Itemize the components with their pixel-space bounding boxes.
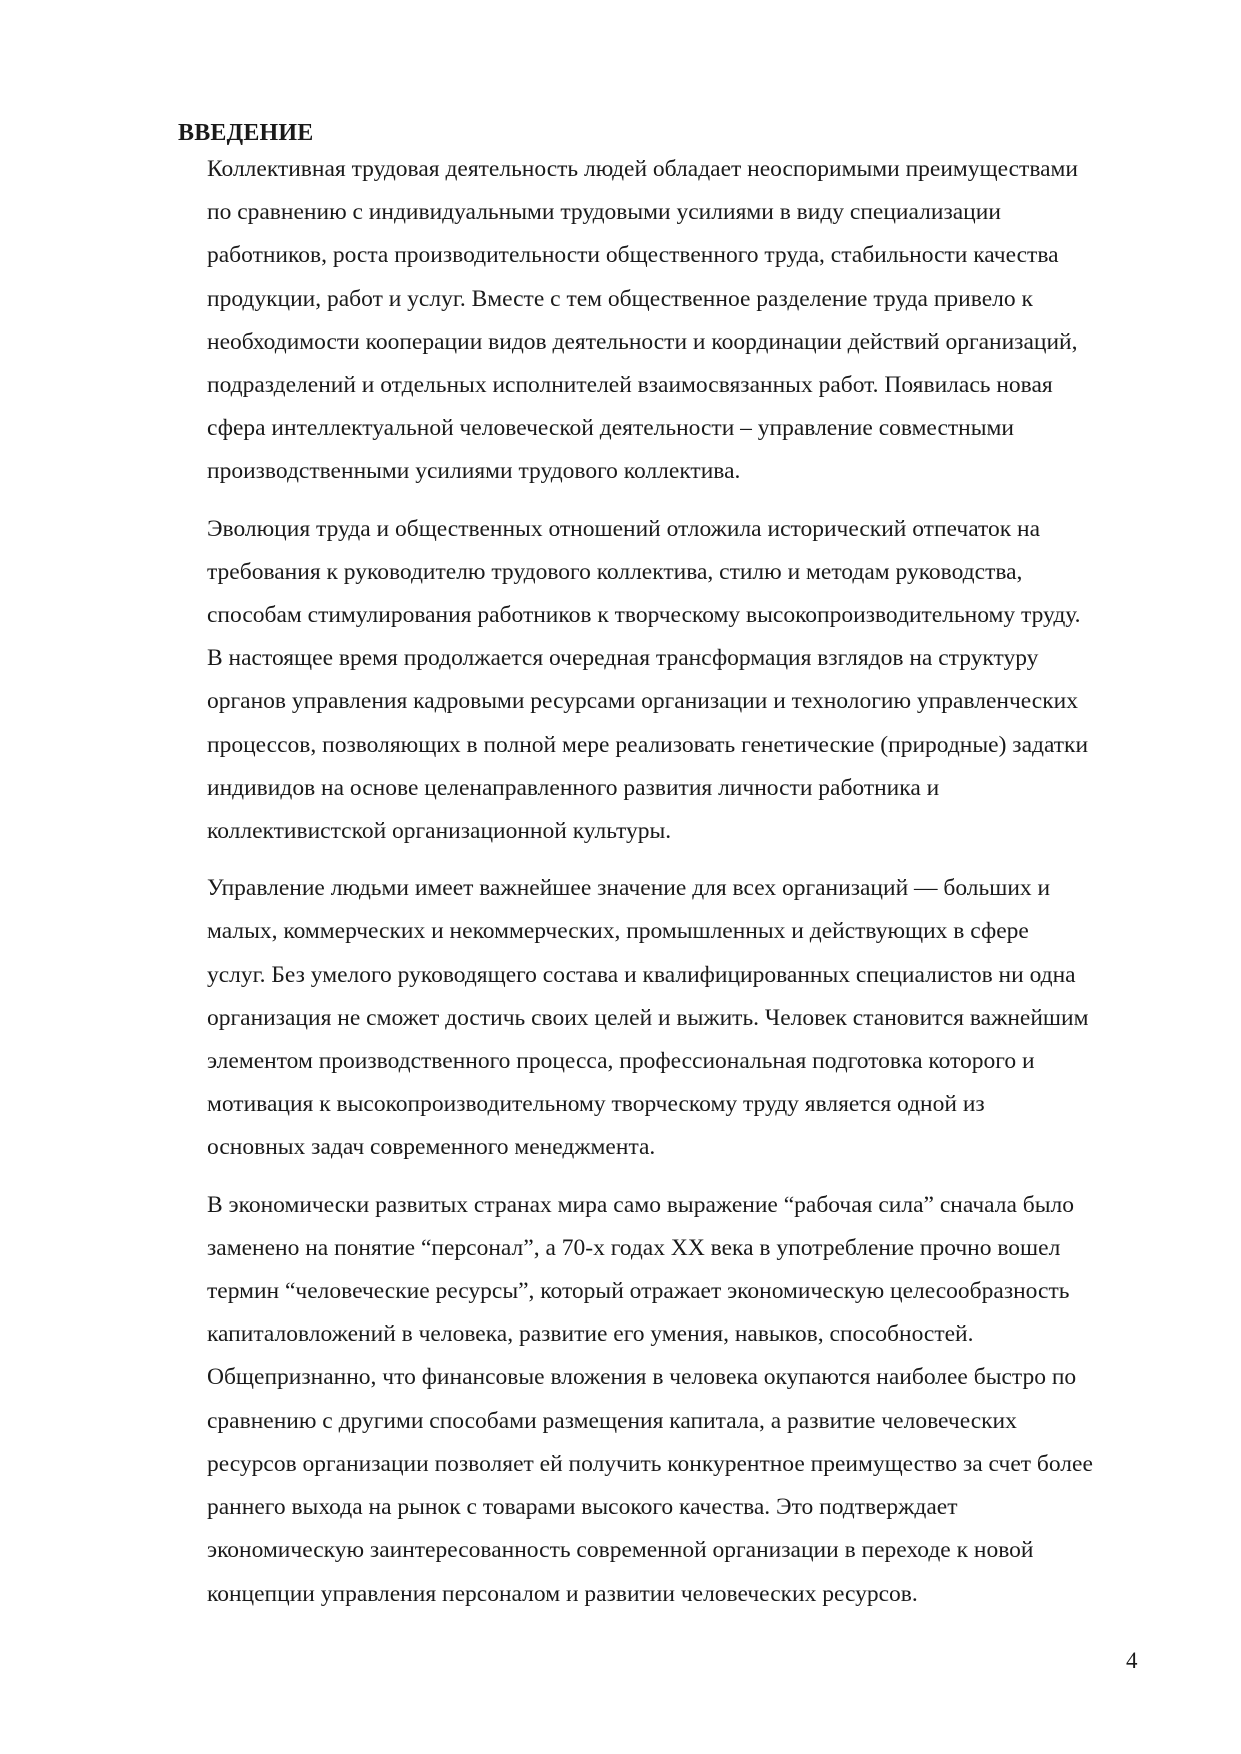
text-line: мотивация к высокопроизводительному творческому труду является одной из — [207, 1091, 985, 1118]
text-line: элементом производственного процесса, профессиональная подготовка которого и — [207, 1048, 1035, 1075]
text-line: раннего выхода на рынок с товарами высокого качества. Это подтверждает — [207, 1494, 958, 1521]
text-line: требования к руководителю трудового коллектива, стилю и методам руководства, — [207, 558, 1023, 585]
text-line: производственными усилиями трудового коллектива. — [207, 458, 741, 485]
paragraph-3 — [207, 867, 1207, 1169]
text-line: подразделений и отдельных исполнителей взаимосвязанных работ. Появилась новая — [207, 372, 1053, 399]
body-text — [207, 148, 1207, 1630]
text-line: В экономически развитых странах мира само выражение “рабочая сила” сначала было — [207, 1191, 1075, 1218]
text-line: необходимости кооперации видов деятельности и координации действий организаций, — [207, 328, 1078, 355]
text-line: Управление людьми имеет важнейшее значение для всех организаций — больших и — [207, 875, 1051, 902]
text-line: работников, роста производительности общественного труда, стабильности качества — [207, 242, 1059, 269]
paragraph-1 — [207, 148, 1207, 494]
text-line: сфера интеллектуальной человеческой деятельности – управление совместными — [207, 415, 1014, 442]
text-line: термин “человеческие ресурсы”, который отражает экономическую целесообразность — [207, 1278, 1070, 1305]
text-line: способам стимулирования работников к творческому высокопроизводительному труду. — [207, 602, 1081, 629]
text-line: экономическую заинтересованность современной организации в переходе к новой — [207, 1537, 1034, 1564]
text-line: индивидов на основе целенаправленного развития личности работника и — [207, 774, 940, 801]
text-line: Общепризнанно, что финансовые вложения в человека окупаются наиболее быстро по — [207, 1364, 1077, 1391]
text-line: ресурсов организации позволяет ей получить конкурентное преимущество за счет более — [207, 1450, 1093, 1477]
text-line: сравнению с другими способами размещения капитала, а развитие человеческих — [207, 1407, 1017, 1434]
text-line: организация не сможет достичь своих целей и выжить. Человек становится важнейшим — [207, 1004, 1089, 1031]
text-line: коллективистской организационной культуры. — [207, 818, 672, 845]
text-line: Коллективная трудовая деятельность людей обладает неоспоримыми преимуществами — [207, 156, 1078, 182]
text-line: органов управления кадровыми ресурсами организации и технологию управленческих — [207, 688, 1078, 715]
section-heading: ВВЕДЕНИЕ — [178, 120, 314, 146]
page-number: 4 — [1126, 1648, 1138, 1673]
text-line: капиталовложений в человека, развитие его умения, навыков, способностей. — [207, 1321, 974, 1348]
text-line: заменено на понятие “персонал”, а 70-х годах XX века в употребление прочно вошел — [207, 1234, 1061, 1261]
text-line: процессов, позволяющих в полной мере реализовать генетические (природные) задатки — [207, 731, 1089, 758]
text-line: продукции, работ и услуг. Вместе с тем общественное разделение труда привело к — [207, 285, 1033, 312]
paragraph-2 — [207, 508, 1207, 854]
text-line: В настоящее время продолжается очередная трансформация взглядов на структуру — [207, 645, 1039, 672]
text-line: малых, коммерческих и некоммерческих, промышленных и действующих в сфере — [207, 918, 1029, 945]
paragraph-4 — [207, 1184, 1207, 1616]
text-line: услуг. Без умелого руководящего состава и квалифицированных специалистов ни одна — [207, 961, 1076, 988]
text-line: по сравнению с индивидуальными трудовыми усилиями в виду специализации — [207, 199, 1001, 226]
text-line: Эволюция труда и общественных отношений отложила исторический отпечаток на — [207, 515, 1041, 542]
text-line: основных задач современного менеджмента. — [207, 1134, 656, 1161]
text-line: концепции управления персоналом и развитии человеческих ресурсов. — [207, 1580, 918, 1607]
